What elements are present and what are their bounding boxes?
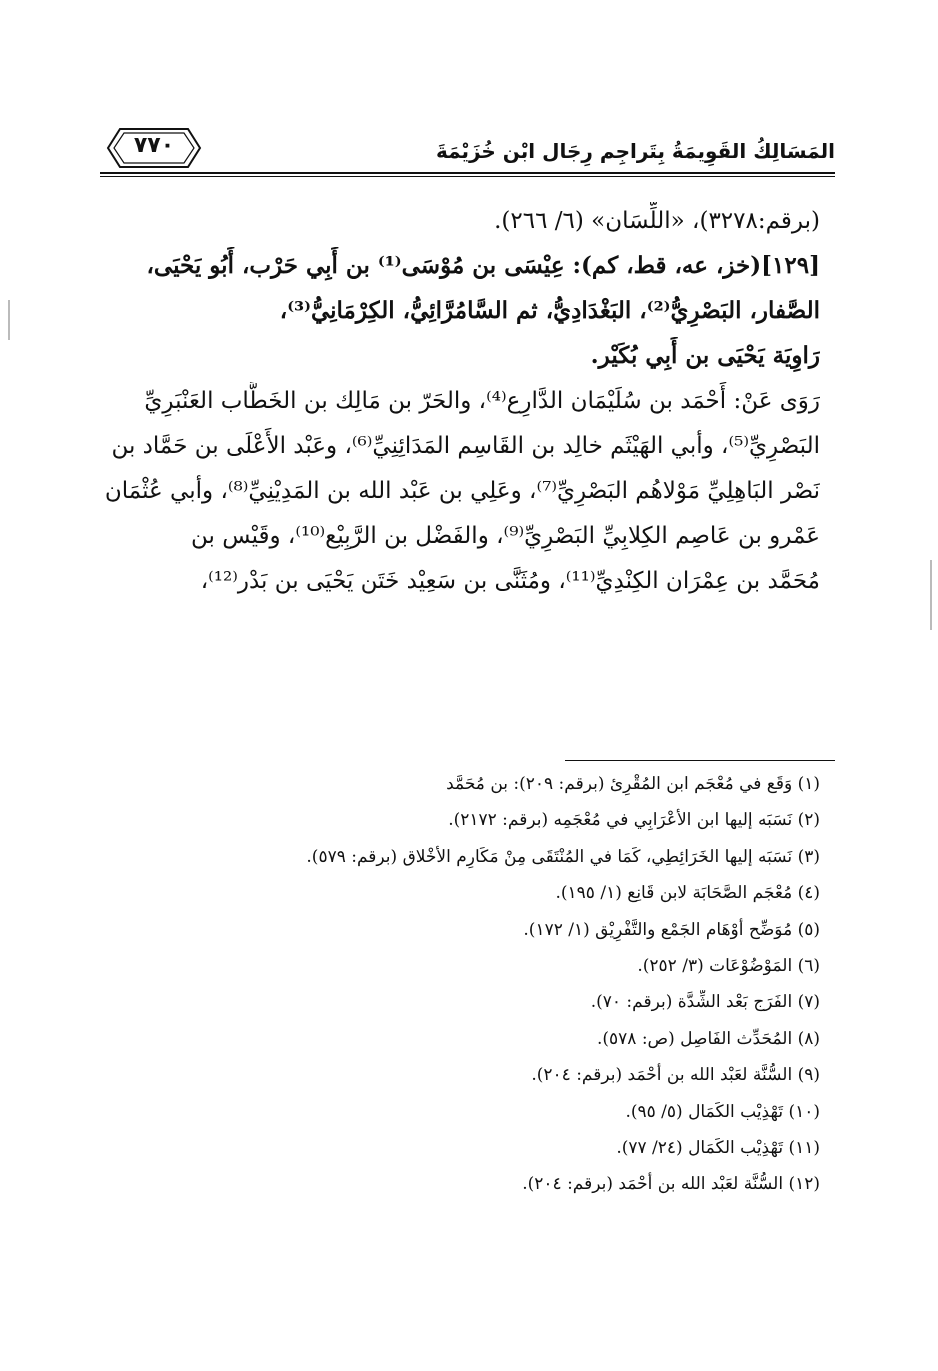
- main-text: [100, 202, 820, 607]
- text-line: (برقم:٣٢٧٨)، «اللِّسَان» (٦/ ٢٦٦).: [494, 208, 820, 234]
- footnote: (١٠) تَهْذِيْب الكَمَال (٥/ ٩٥).: [625, 1101, 820, 1122]
- footnote: (٤) مُعْجَم الصَّحَابَة لابن قَانِع (١/ ١٩٥).: [555, 883, 820, 904]
- text-line: نَصْر البَاهِلِيِّ مَوْلاهُم البَصْرِيِّ⁽⁷⁾، وعَلِي بن عَبْد الله بن المَدِيْنِيِّ⁽⁸⁾، وأبي عُثْمَان: [104, 478, 820, 504]
- text-line: رَوَى عَنْ: أَحْمَد بن سُلَيْمَان الدَّارِع⁽⁴⁾، والحَرّ بن مَالِك بن الخَطَّاب العَنْبَرِيِّ: [144, 388, 820, 414]
- entry-heading-line: رَاوِيَة يَحْيَى بن أَبِي بُكَيْر.: [590, 342, 820, 369]
- entry-heading-line: الصَّفار، البَصْرِيُّ⁽²⁾، البَغْدَادِيُّ، ثم السَّامُرَّائِيُّ، الكِرْمَانِيُّ⁽³⁾،: [279, 297, 820, 324]
- page-number-frame: [106, 127, 202, 167]
- footnote: (١) وَقَع في مُعْجَم ابن المُقْرِئ (برقم: ٢٠٩): بن مُحَمَّد: [446, 774, 820, 794]
- footnote: (٣) نَسَبَه إليها الخَرَائِطِي، كَمَا في المُنْتَقَى مِنْ مَكَارِم الأَخْلاق (برقم: ٥٧٩).: [306, 846, 820, 867]
- page-header: [100, 125, 835, 181]
- scan-margin-mark: [8, 300, 10, 340]
- entry-heading-line: [١٢٩](خز، عه، قط، كم): عِيْسَى بن مُوْسَى⁽¹⁾ بن أَبِي حَرْب، أَبُو يَحْيَى،: [146, 252, 820, 279]
- footnote: (٦) المَوْضُوْعَات (٣/ ٢٥٢).: [637, 955, 820, 976]
- footnote: (٢) نَسَبَه إليها ابن الأَعْرَابِي في مُعْجَمِه (برقم: ٢١٧٢).: [448, 810, 820, 831]
- text-line: البَصْرِيِّ⁽⁵⁾، وأبي الهَيْثَم خالِد بن القَاسِم المَدَائِنِيِّ⁽⁶⁾، وعَبْد الأَعْلَى بن حَمَّاد بن: [111, 433, 820, 459]
- header-rule-thin: [100, 176, 835, 177]
- footnotes: [100, 772, 820, 1209]
- footnote: (٧) الفَرَج بَعْد الشِّدَّة (برقم: ٧٠).: [590, 992, 820, 1013]
- page-number: ٧٧٠: [133, 133, 175, 158]
- scan-margin-mark: [930, 560, 932, 630]
- footnote: (١٢) السُّنَّة لعَبْد الله بن أَحْمَد (برقم: ٢٠٤).: [522, 1174, 820, 1195]
- running-title: المَسَالِكُ القَوِيمَةُ بِتَراجِم رِجَال ابْن خُزَيْمَةَ: [435, 139, 835, 163]
- footnote: (٨) المُحَدِّث الفَاصِل (ص: ٥٧٨).: [596, 1028, 820, 1049]
- footnote: (٥) مُوَضِّح أَوْهَام الجَمْع والتَّفْرِيْق (١/ ١٧٢).: [523, 919, 820, 940]
- footnote: (٩) السُّنَّة لعَبْد الله بن أَحْمَد (برقم: ٢٠٤).: [531, 1065, 820, 1086]
- footnote: (١١) تَهْذِيْب الكَمَال (٢٤/ ٧٧).: [616, 1137, 820, 1158]
- text-line: مُحَمَّد بن عِمْرَان الكِنْدِيِّ⁽¹¹⁾، ومُثَنَّى بن سَعِيْد خَتَن يَحْيَى بن بَدْر⁽¹²⁾،: [200, 568, 820, 594]
- header-rule: [100, 172, 835, 174]
- text-line: عَمْرو بن عَاصِم الكِلابِيِّ البَصْرِيِّ⁽⁹⁾، والفَضْل بن الرَّبِيْع⁽¹⁰⁾، وقَيْس بن: [191, 523, 820, 549]
- footnote-separator: [565, 760, 835, 761]
